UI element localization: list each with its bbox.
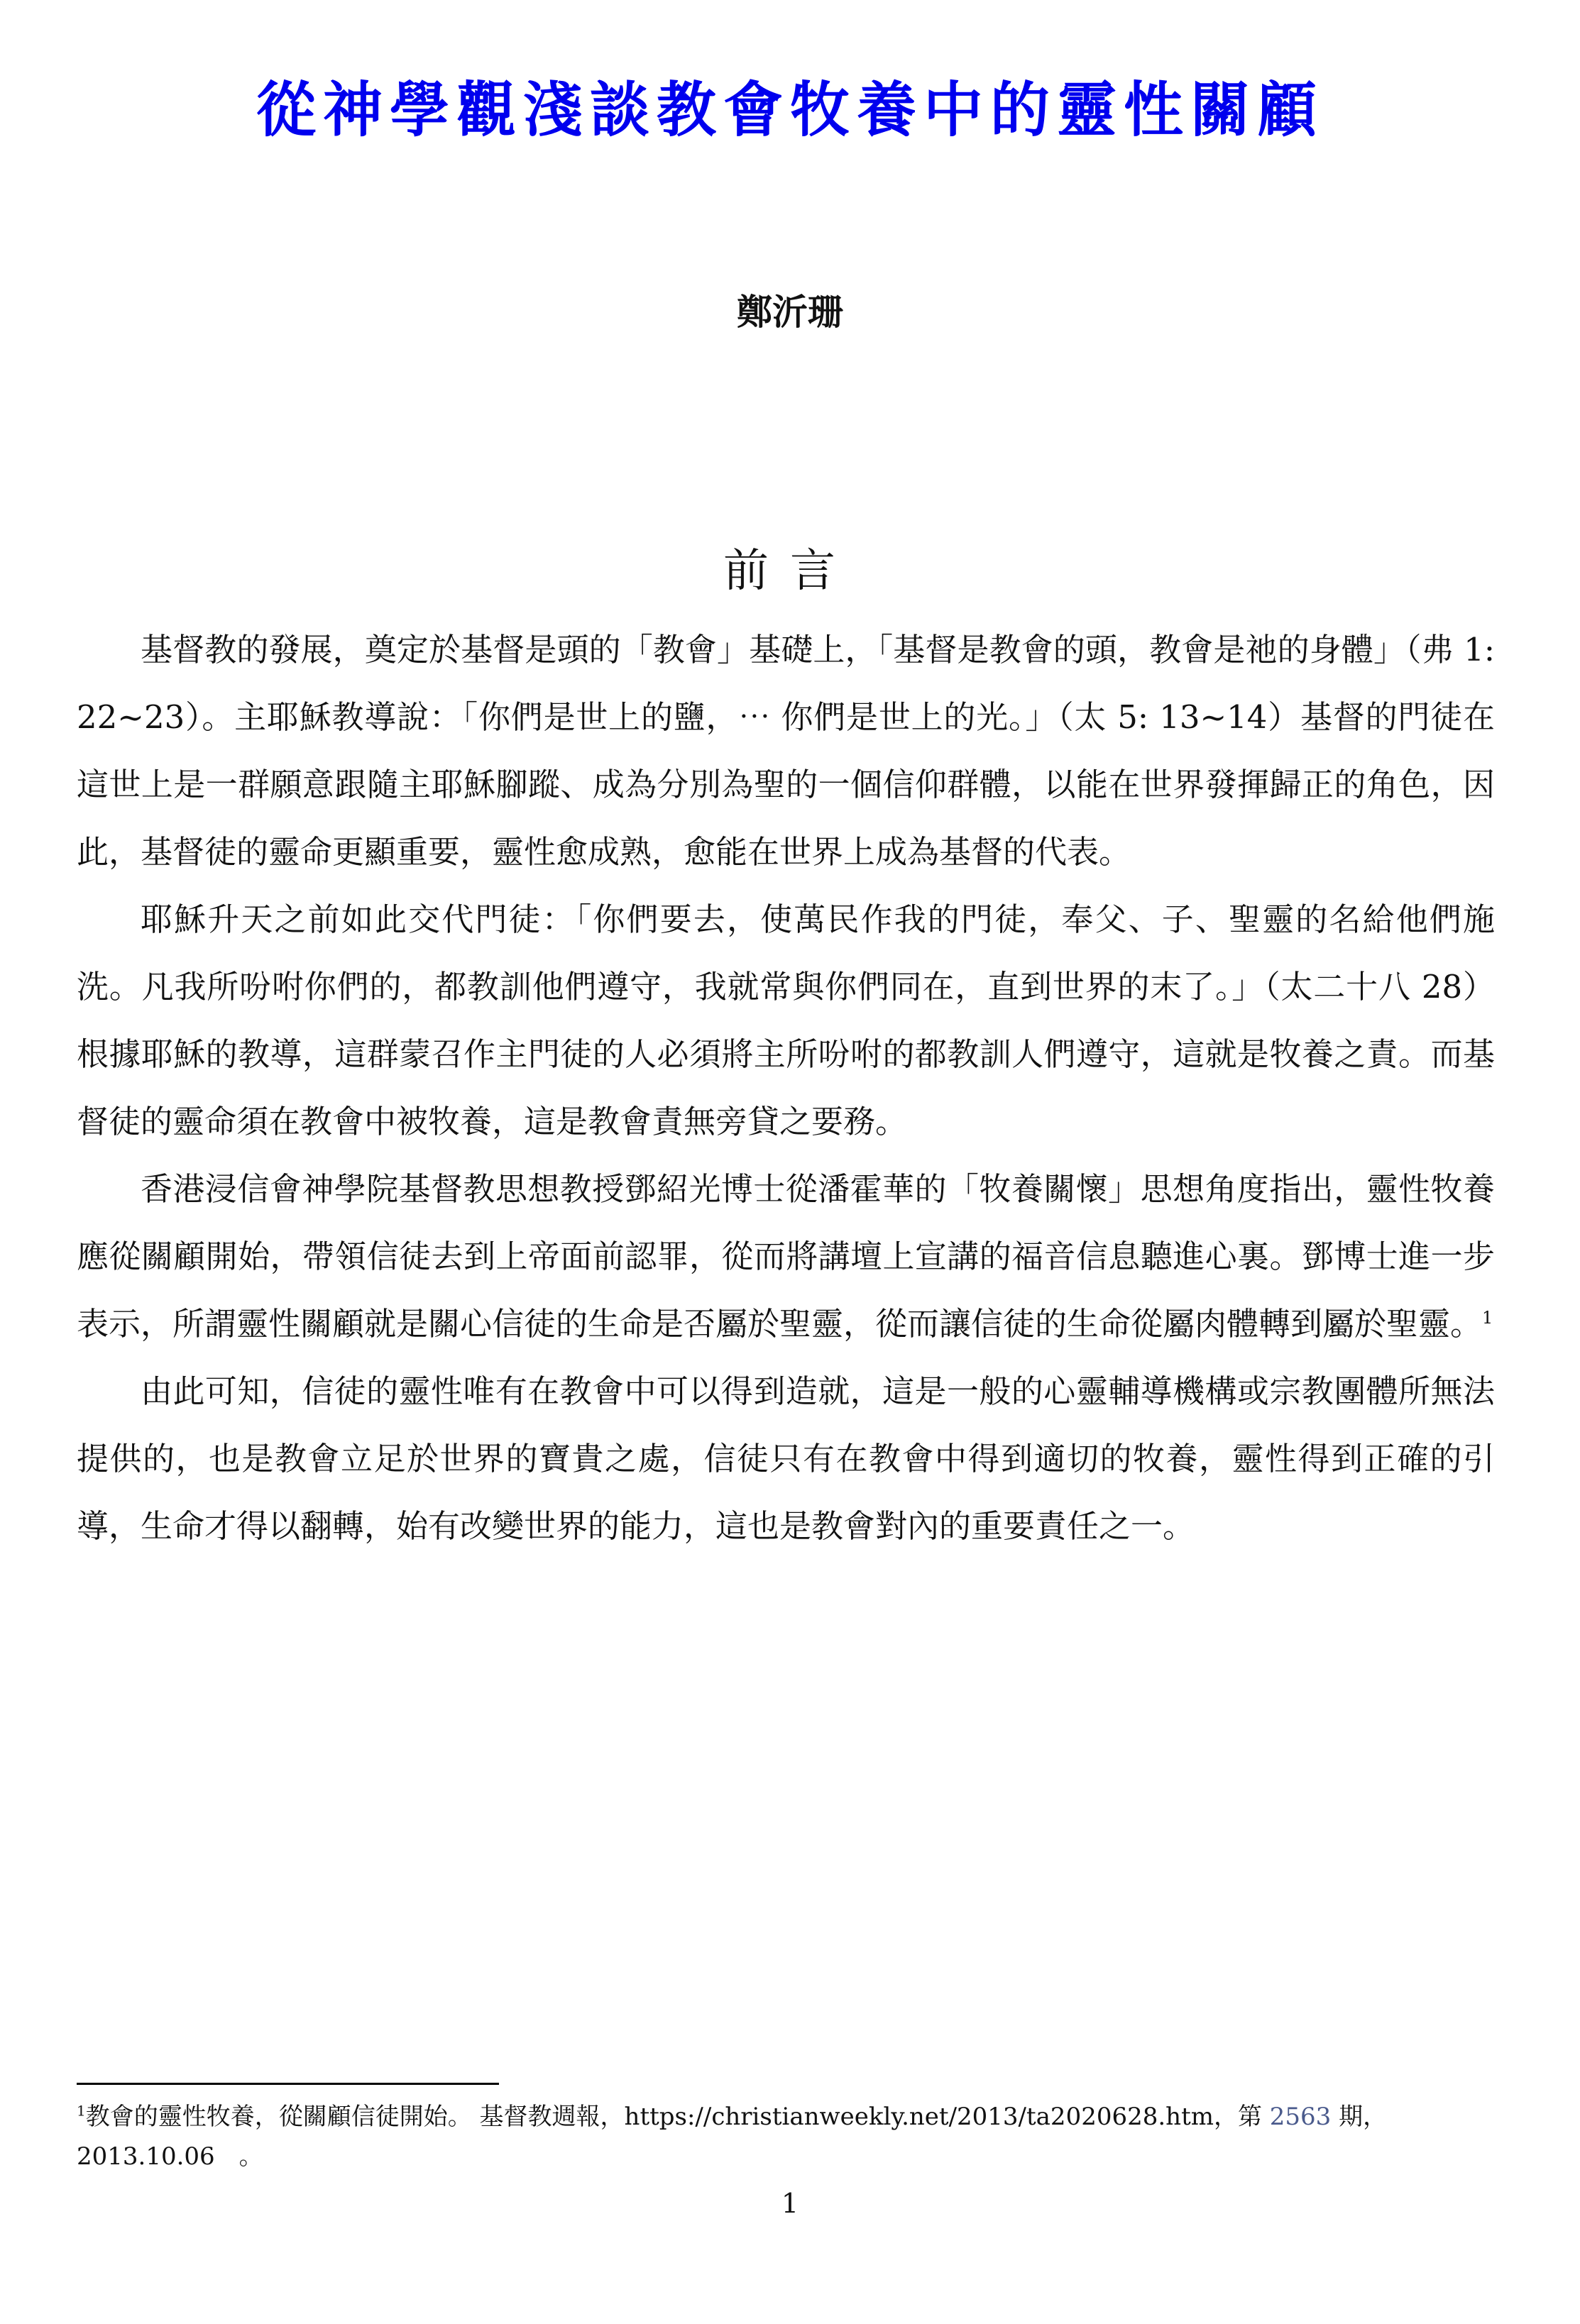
paragraph-3 (77, 1155, 1495, 1357)
page-number: 1 (781, 2188, 799, 2219)
paragraph-2: 耶穌升天之前如此交代門徒：「你們要去，使萬民作我的門徒，奉父、子、聖靈的名給他們施洗。凡我所吩咐你們的，都教訓他們遵守，我就常與你們同在，直到世界的末了。」（太二十八 28）根據耶穌的教導，這群蒙召作主門徒的人必須將主所吩咐的都教訓人們遵守，這就是牧養之責。而基督徒的靈命須在教會中被牧養，這是教會責無旁貸之要務。 (77, 901, 1495, 1140)
footnote (77, 2097, 1495, 2176)
paragraph-1: 基督教的發展，奠定於基督是頭的「教會」基礎上，「基督是教會的頭，教會是祂的身體」（弗 1: 22~23）。主耶穌教導說：「你們是世上的鹽，⋯ 你們是世上的光。」（太 5: 13~14）基督的門徒在這世上是一群願意跟隨主耶穌腳蹤、成為分別為聖的一個信仰群體，以能在世界發揮歸正的角色，因此，基督徒的靈命更顯重要，靈性愈成熟，愈能在世界上成為基督的代表。 (77, 631, 1495, 871)
document-title: 從神學觀淺談教會牧養中的靈性關顧 (256, 75, 1324, 145)
footnote-text-before: 教會的靈性牧養，從關顧信徒開始。 基督教週報，https://christianweekly.net/2013/ta2020628.htm，第 (85, 2103, 1270, 2131)
footnote-text-after: 期，2013.10.06 。 (77, 2103, 1388, 2171)
footnote-reference[interactable]: 1 (1482, 1308, 1493, 1328)
section-heading: 前言 (723, 545, 857, 597)
body-text (77, 616, 1495, 1560)
footnote-marker: 1 (77, 2102, 86, 2120)
author-name: 鄭沂珊 (737, 292, 843, 333)
footnote-divider (77, 2083, 499, 2085)
paragraph-4: 由此可知，信徒的靈性唯有在教會中可以得到造就，這是一般的心靈輔導機構或宗教團體所無法提供的，也是教會立足於世界的寶貴之處，信徒只有在教會中得到適切的牧養，靈性得到正確的引導，生命才得以翻轉，始有改變世界的能力，這也是教會對內的重要責任之一。 (77, 1372, 1495, 1545)
footnote-issue-number: 2563 (1269, 2103, 1332, 2131)
paragraph-3-text: 香港浸信會神學院基督教思想教授鄧紹光博士從潘霍華的「牧養關懷」思想角度指出，靈性牧養應從關顧開始，帶領信徒去到上帝面前認罪，從而將講壇上宣講的福音信息聽進心裏。鄧博士進一步表示，所謂靈性關顧就是關心信徒的生命是否屬於聖靈，從而讓信徒的生命從屬肉體轉到屬於聖靈。 (77, 1170, 1495, 1343)
